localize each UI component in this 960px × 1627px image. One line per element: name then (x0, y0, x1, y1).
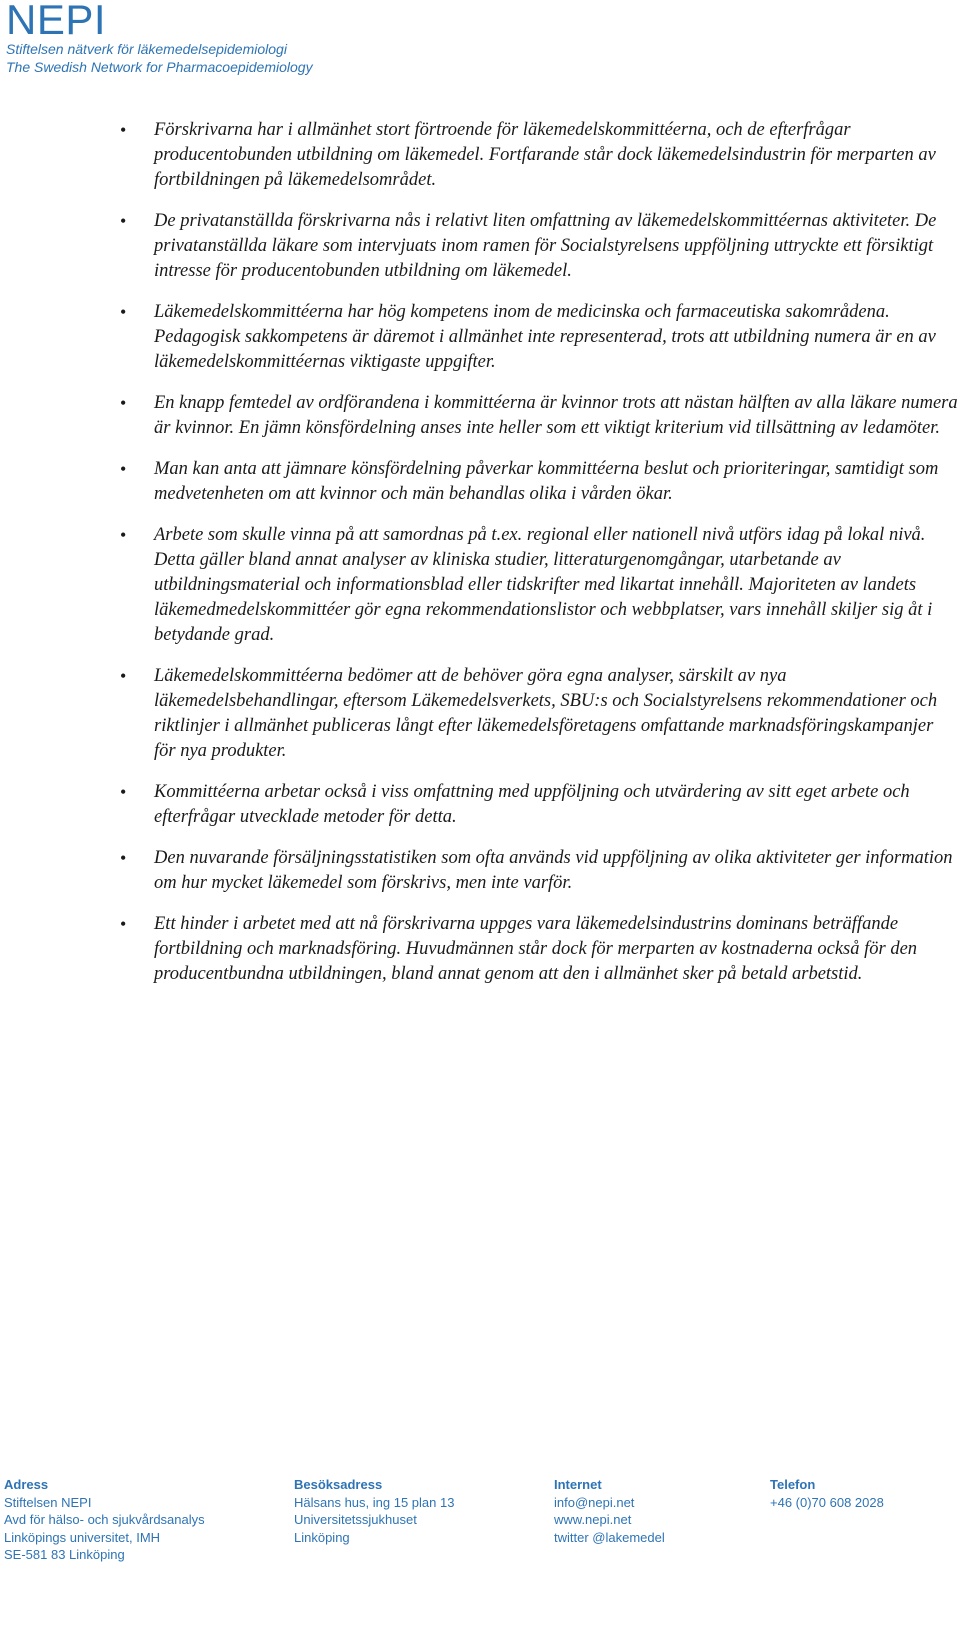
list-item (120, 209, 958, 284)
list-item-text: Läkemedelskommittéerna bedömer att de behöver göra egna analyser, särskilt av nya läkemedelsbehandlingar, eftersom Läkemedelsverkets, SBU:s och Socialstyrelsens rekommendationer och riktlinjer i allmänhet publiceras långt efter läkemedelsföretagens omfattande marknadsföringskampanjer för nya produkter. (154, 666, 938, 761)
footer-address-column (4, 1476, 205, 1564)
footer-heading-visiting-address: Besöksadress (294, 1477, 383, 1492)
list-item-text: Man kan anta att jämnare könsfördelning påverkar kommittéerna beslut och prioriteringar, samtidigt som medvetenheten om att kvinnor och män behandlas olika i vården ökar. (154, 459, 939, 504)
footer-website[interactable]: www.nepi.net (554, 1512, 632, 1527)
bullet-icon: • (120, 666, 127, 686)
list-item-text: En knapp femtedel av ordförandena i kommittéerna är kvinnor trots att nästan hälften av alla läkare numera är kvinnor. En jämn könsfördelning anses inte heller som ett viktigt kriterium vid tillsättning av ledamöter. (154, 393, 958, 438)
list-item-text: Den nuvarande försäljningsstatistiken som ofta används vid uppföljning av olika aktiviteter ger information om hur mycket läkemedel som förskrivs, men inte varför. (154, 848, 953, 893)
list-item (120, 523, 958, 648)
subtitle-swedish: Stiftelsen nätverk för läkemedelsepidemiologi (6, 41, 287, 57)
footer-line: Universitetssjukhuset (294, 1512, 417, 1527)
findings-list (120, 118, 958, 1003)
list-item (120, 300, 958, 375)
bullet-icon: • (120, 211, 127, 231)
list-item (120, 780, 958, 830)
letterhead (6, 0, 313, 76)
bullet-icon: • (120, 525, 127, 545)
footer-line: Hälsans hus, ing 15 plan 13 (294, 1494, 455, 1510)
list-item-text: Arbete som skulle vinna på att samordnas på t.ex. regional eller nationell nivå utförs idag på lokal nivå. Detta gäller bland annat analyser av kliniska studier, litteraturgenomgångar, utarbetande av utbildningsmaterial och informationsblad eller tidskrifter med likartat innehåll. Majoriteten av landets läkemedmedelskommittéer gör egna rekommendationslistor och webbplatser, vars innehåll skiljer sig åt i betydande grad. (154, 525, 933, 645)
bullet-icon: • (120, 302, 127, 322)
footer-line: Stiftelsen NEPI (4, 1494, 92, 1510)
list-item-text: Ett hinder i arbetet med att nå förskrivarna uppges vara läkemedelsindustrins dominans beträffande fortbildning och marknadsföring. Huvudmännen står dock för merparten av kostnaderna också för den producentbundna utbildningen, bland annat genom att den i allmänhet sker på betald arbetstid. (154, 914, 918, 984)
bullet-icon: • (120, 914, 127, 934)
footer-line: Avd för hälso- och sjukvårdsanalys (4, 1512, 205, 1527)
list-item (120, 846, 958, 896)
footer-heading-internet: Internet (554, 1477, 602, 1492)
footer-email[interactable]: info@nepi.net (554, 1494, 635, 1510)
footer-heading-phone: Telefon (770, 1477, 816, 1492)
list-item-text: Förskrivarna har i allmänhet stort förtroende för läkemedelskommittéerna, och de efterfrågar producentobunden utbildning om läkemedel. Fortfarande står dock läkemedelsindustrin för merparten av fortbildningen på läkemedelsområdet. (154, 120, 936, 190)
list-item-text: De privatanställda förskrivarna nås i relativt liten omfattning av läkemedelskommittéernas aktiviteter. De privatanställda läkare som intervjuats inom ramen för Socialstyrelsens uppföljning uttryckte ett försiktigt intresse för producentobunden utbildning om läkemedel. (154, 211, 937, 281)
bullet-icon: • (120, 782, 127, 802)
footer-line: SE-581 83 Linköping (4, 1547, 125, 1562)
list-item (120, 912, 958, 987)
list-item (120, 457, 958, 507)
footer-heading-address: Adress (4, 1477, 49, 1492)
bullet-icon: • (120, 120, 127, 140)
list-item (120, 118, 958, 193)
nepi-logo: NEPI (6, 0, 107, 43)
footer-line: Linköpings universitet, IMH (4, 1529, 161, 1545)
list-item (120, 664, 958, 764)
footer-internet-column (554, 1476, 665, 1546)
list-item (120, 391, 958, 441)
bullet-icon: • (120, 848, 127, 868)
footer-phone-number: +46 (0)70 608 2028 (770, 1494, 884, 1510)
footer-visiting-address-column (294, 1476, 454, 1546)
footer-twitter[interactable]: twitter @lakemedel (554, 1529, 665, 1545)
bullet-icon: • (120, 393, 127, 413)
subtitle-english: The Swedish Network for Pharmacoepidemiology (6, 59, 313, 75)
list-item-text: Läkemedelskommittéerna har hög kompetens inom de medicinska och farmaceutiska sakområdena. Pedagogisk sakkompetens är däremot i allmänhet inte representerad, trots att utbildning numera är en av läkemedelskommittéernas viktigaste uppgifter. (154, 302, 936, 372)
list-item-text: Kommittéerna arbetar också i viss omfattning med uppföljning och utvärdering av sitt eget arbete och efterfrågar utvecklade metoder för detta. (154, 782, 910, 827)
footer-phone-column (770, 1476, 884, 1511)
footer-line: Linköping (294, 1529, 350, 1545)
bullet-icon: • (120, 459, 127, 479)
